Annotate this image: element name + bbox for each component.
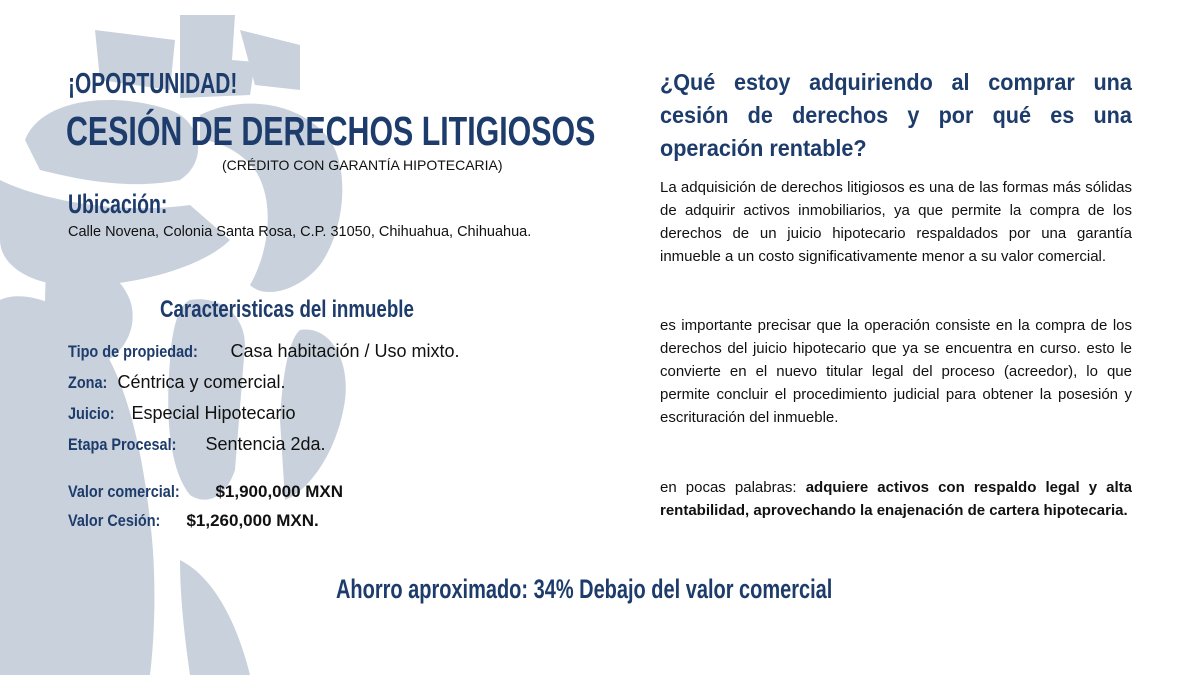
features-title: Caracteristicas del inmueble bbox=[160, 296, 414, 323]
feature-label: Tipo de propiedad: bbox=[68, 342, 198, 361]
summary-highlight: adquiere activos con respaldo legal y alta rentabilidad, aprovechando la enajenación de cartera hipotecaria. bbox=[660, 479, 1132, 519]
feature-row bbox=[68, 341, 460, 362]
paragraph-summary bbox=[660, 476, 1132, 522]
savings-banner: Ahorro aproximado: 34% Debajo del valor comercial bbox=[336, 574, 833, 604]
feature-value: Especial Hipotecario bbox=[131, 403, 296, 423]
location-text: Calle Novena, Colonia Santa Rosa, C.P. 31050, Chihuahua, Chihuahua. bbox=[68, 224, 532, 240]
price-label: Valor comercial: bbox=[68, 482, 180, 501]
feature-label: Zona: bbox=[68, 373, 108, 392]
feature-value: Sentencia 2da. bbox=[205, 434, 326, 454]
price-row bbox=[68, 511, 319, 531]
feature-row bbox=[68, 403, 296, 424]
feature-value: Casa habitación / Uso mixto. bbox=[230, 341, 460, 361]
paragraph-intro: La adquisición de derechos litigiosos es una de las formas más sólidas de adquirir activos inmobiliarios, ya que permite la compra de los derechos de un juicio hipotecario respaldados por una garantía inmueble a un costo significativamente menor a su valor comercial. bbox=[660, 179, 1132, 265]
question-heading: ¿Qué estoy adquiriendo al comprar una cesión de derechos y por qué es una operación rentable? bbox=[660, 69, 1132, 161]
page-title: CESIÓN DE DERECHOS LITIGIOSOS bbox=[66, 108, 596, 154]
summary-intro: en pocas palabras: bbox=[660, 479, 806, 496]
feature-row bbox=[68, 434, 326, 455]
price-row bbox=[68, 482, 343, 502]
kicker: ¡OPORTUNIDAD! bbox=[68, 68, 238, 100]
feature-label: Etapa Procesal: bbox=[68, 435, 177, 454]
feature-row bbox=[68, 372, 286, 393]
location-label: Ubicación: bbox=[68, 189, 168, 219]
header-block bbox=[68, 68, 303, 101]
feature-label: Juicio: bbox=[68, 404, 115, 423]
page-subtitle: (CRÉDITO CON GARANTÍA HIPOTECARIA) bbox=[222, 157, 503, 173]
price-value: $1,900,000 MXN bbox=[215, 482, 344, 501]
price-value: $1,260,000 MXN. bbox=[186, 511, 319, 530]
price-label: Valor Cesión: bbox=[68, 511, 161, 530]
paragraph-details: es importante precisar que la operación consiste en la compra de los derechos del juicio hipotecario que ya se encuentra en curso. esto le convierte en el nuevo titular legal del proceso (acreedor), lo que permite concluir el procedimiento judicial para obtener la posesión y escrituración del inmueble. bbox=[660, 317, 1132, 426]
feature-value: Céntrica y comercial. bbox=[117, 372, 286, 392]
